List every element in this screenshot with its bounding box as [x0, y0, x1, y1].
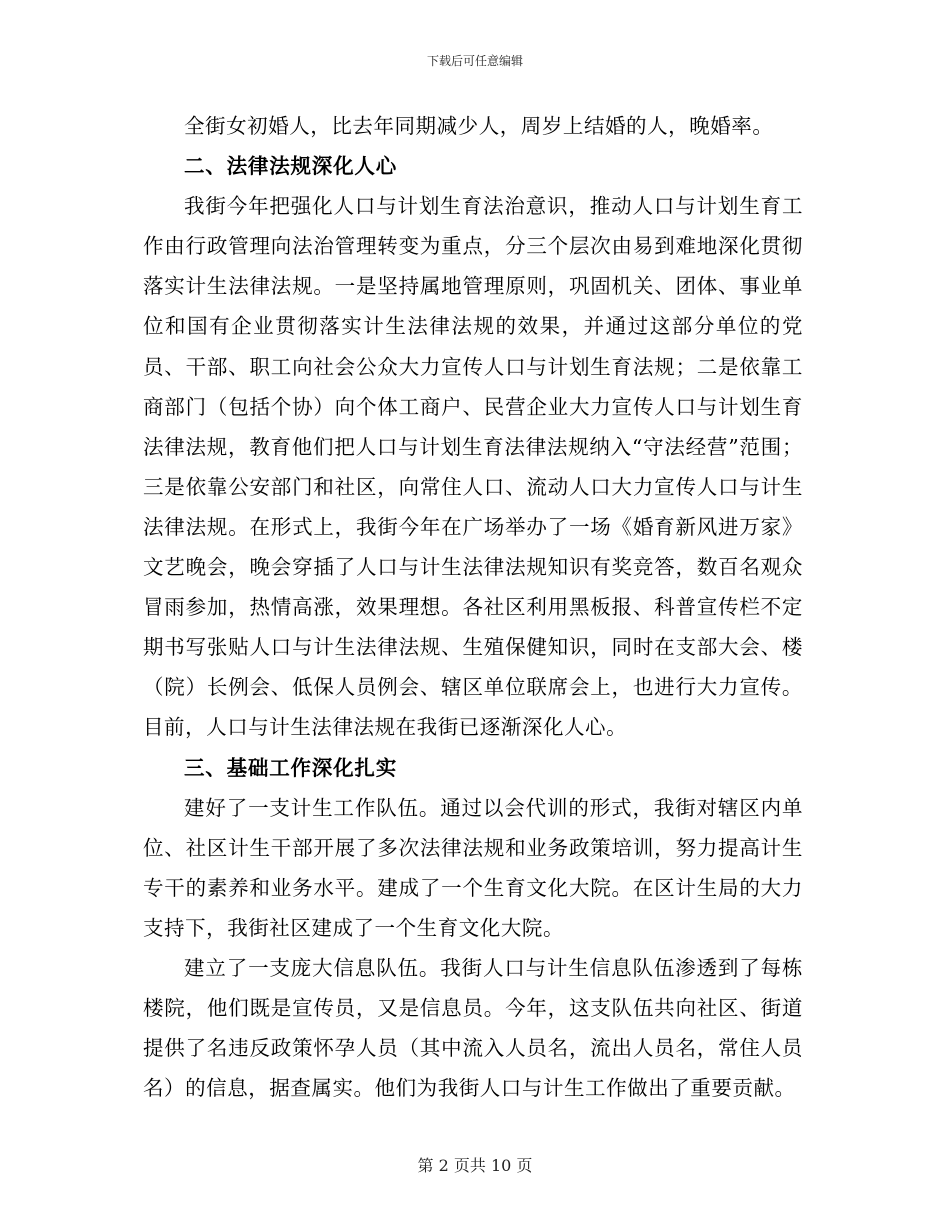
- body-paragraph: 建立了一支庞大信息队伍。我街人口与计生信息队伍渗透到了每栋楼院，他们既是宣传员，又是信息员。今年，这支队伍共向社区、街道提供了名违反政策怀孕人员（其中流入人员名，流出人员名，常住人员名）的信息，据查属实。他们为我街人口与计生工作做出了重要贡献。: [143, 955, 803, 1101]
- page-number-footer: 第 2 页共 10 页: [417, 1156, 533, 1175]
- section-heading: 三、基础工作深化扎实: [184, 755, 397, 780]
- body-paragraph: 建好了一支计生工作队伍。通过以会代训的形式，我街对辖区内单位、社区计生干部开展了多次法律法规和业务政策培训，努力提高计生专干的素养和业务水平。建成了一个生育文化大院。在区计生局的大力支持下，我街社区建成了一个生育文化大院。: [143, 795, 803, 940]
- document-body: [143, 106, 803, 1108]
- section-heading: 二、法律法规深化人心: [184, 154, 397, 179]
- page-header: 下载后可任意编辑: [426, 54, 523, 68]
- body-paragraph: 全街女初婚人，比去年同期减少人，周岁上结婚的人，晚婚率。: [184, 114, 774, 138]
- body-paragraph: 我街今年把强化人口与计划生育法治意识，推动人口与计划生育工作由行政管理向法治管理转变为重点，分三个层次由易到难地深化贯彻落实计生法律法规。一是坚持属地管理原则，巩固机关、团体、事业单位和国有企业贯彻落实计生法律法规的效果，并通过这部分单位的党员、干部、职工向社会公众大力宣传人口与计划生育法规；二是依靠工商部门（包括个协）向个体工商户、民营企业大力宣传人口与计划生育法律法规，教育他们把人口与计划生育法律法规纳入“守法经营”范围；三是依靠公安部门和社区，向常住人口、流动人口大力宣传人口与计生法律法规。在形式上，我街今年在广场举办了一场《婚育新风进万家》文艺晚会，晚会穿插了人口与计生法律法规知识有奖竞答，数百名观众冒雨参加，热情高涨，效果理想。各社区利用黑板报、科普宣传栏不定期书写张贴人口与计生法律法规、生殖保健知识，同时在支部大会、楼（院）长例会、低保人员例会、辖区单位联席会上，也进行大力宣传。目前，人口与计生法律法规在我街已逐渐深化人心。: [143, 194, 803, 740]
